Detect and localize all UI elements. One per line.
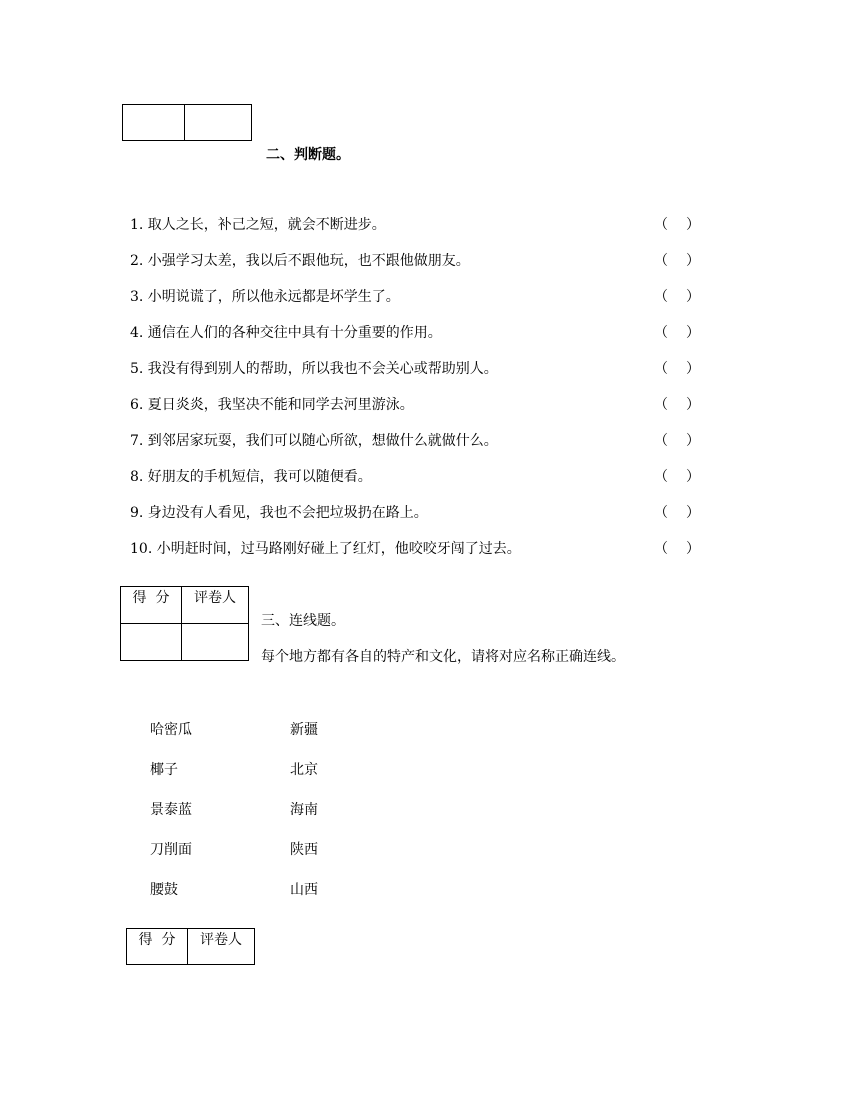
paren-open: （ (654, 361, 668, 377)
paren-close: ） (686, 541, 700, 557)
section2-title: 二、判断题。 (266, 147, 350, 163)
paren-close: ） (686, 325, 700, 341)
paren-open: （ (654, 253, 668, 269)
question-text: 5. 我没有得到别人的帮助，所以我也不会关心或帮助别人。 (130, 361, 498, 377)
section3-title: 三、连线题。 (261, 613, 345, 629)
paren-open: （ (654, 433, 668, 449)
question-row (130, 538, 700, 558)
paren-close: ） (686, 361, 700, 377)
question-text: 6. 夏日炎炎，我坚决不能和同学去河里游泳。 (130, 397, 414, 413)
score-cell (121, 624, 182, 661)
paren-close: ） (686, 253, 700, 269)
match-left-item[interactable]: 腰鼓 (150, 882, 178, 898)
score-label: 得 分 (127, 929, 188, 965)
grader-label: 评卷人 (182, 587, 249, 624)
question-row (130, 466, 700, 486)
paren-open: （ (654, 325, 668, 341)
score-label: 得 分 (121, 587, 182, 624)
question-row (130, 322, 700, 342)
match-left-item[interactable]: 景泰蓝 (150, 802, 192, 818)
paren-open: （ (654, 289, 668, 305)
paren-close: ） (686, 505, 700, 521)
paren-close: ） (686, 217, 700, 233)
score-box-bottom (126, 928, 255, 965)
grader-cell (182, 624, 249, 661)
paren-close: ） (686, 289, 700, 305)
question-row (130, 286, 700, 306)
question-row (130, 214, 700, 234)
score-box-top (122, 104, 252, 141)
question-text: 4. 通信在人们的各种交往中具有十分重要的作用。 (130, 325, 442, 341)
paren-close: ） (686, 397, 700, 413)
question-text: 8. 好朋友的手机短信，我可以随便看。 (130, 469, 372, 485)
paren-close: ） (686, 469, 700, 485)
section3-intro: 每个地方都有各自的特产和文化，请将对应名称正确连线。 (261, 649, 625, 665)
paren-open: （ (654, 217, 668, 233)
question-row (130, 430, 700, 450)
match-right-item[interactable]: 新疆 (290, 722, 318, 738)
match-right-item[interactable]: 山西 (290, 882, 318, 898)
question-text: 3. 小明说谎了，所以他永远都是坏学生了。 (130, 289, 400, 305)
match-right-item[interactable]: 北京 (290, 762, 318, 778)
paren-open: （ (654, 469, 668, 485)
question-row (130, 394, 700, 414)
grader-label: 评卷人 (188, 929, 255, 965)
paren-close: ） (686, 433, 700, 449)
match-left-item[interactable]: 哈密瓜 (150, 722, 192, 738)
match-left-item[interactable]: 刀削面 (150, 842, 192, 858)
paren-open: （ (654, 397, 668, 413)
paren-open: （ (654, 541, 668, 557)
score-cell (123, 105, 185, 141)
score-box-section3 (120, 586, 249, 661)
question-text: 2. 小强学习太差，我以后不跟他玩，也不跟他做朋友。 (130, 253, 470, 269)
question-text: 7. 到邻居家玩耍，我们可以随心所欲，想做什么就做什么。 (130, 433, 498, 449)
paren-open: （ (654, 505, 668, 521)
question-row (130, 502, 700, 522)
question-text: 1. 取人之长，补己之短，就会不断进步。 (130, 217, 386, 233)
question-text: 9. 身边没有人看见，我也不会把垃圾扔在路上。 (130, 505, 428, 521)
match-right-item[interactable]: 陕西 (290, 842, 318, 858)
match-right-item[interactable]: 海南 (290, 802, 318, 818)
match-left-item[interactable]: 椰子 (150, 762, 178, 778)
question-text: 10. 小明赶时间，过马路刚好碰上了红灯，他咬咬牙闯了过去。 (130, 541, 521, 557)
grader-cell (185, 105, 252, 141)
question-row (130, 250, 700, 270)
question-row (130, 358, 700, 378)
